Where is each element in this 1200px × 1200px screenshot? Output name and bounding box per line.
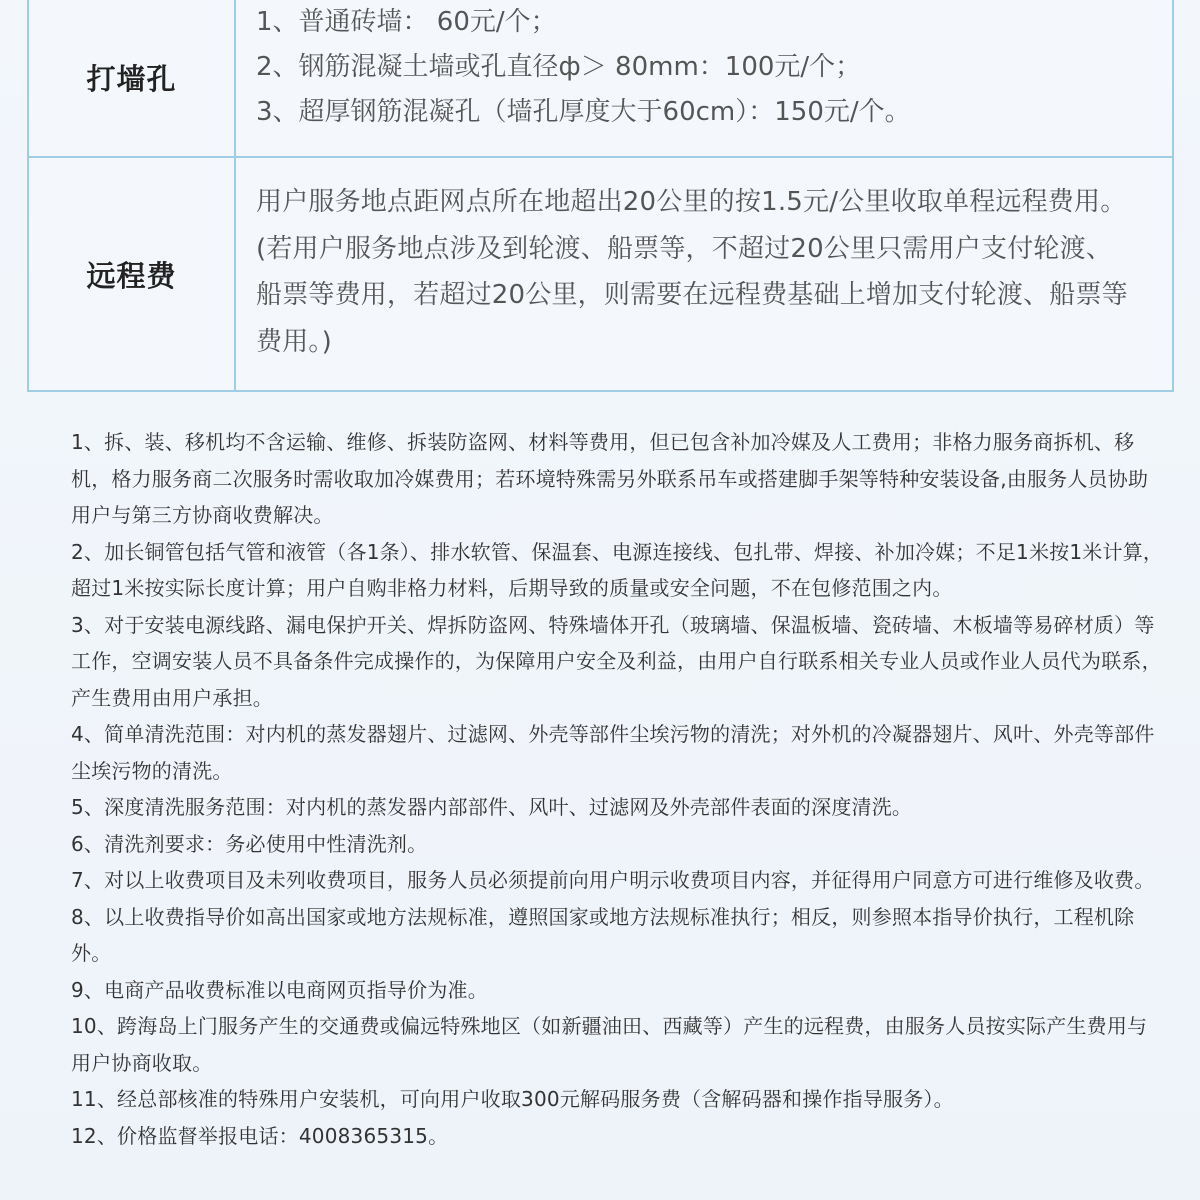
note-item: 8、以上收费指导价如高出国家或地方法规标准，遵照国家或地方法规标准执行；相反，则参照本指导价执行，工程机除外。 (71, 904, 1135, 965)
fee-name-wall-hole: 打墙孔 (29, 0, 236, 156)
fee-line: 2、钢筋混凝土墙或孔直径ф＞ 80mm：100元/个； (256, 52, 862, 82)
fee-line: 1、普通砖墙： 60元/个； (256, 7, 557, 37)
note-item: 7、对以上收费项目及未列收费项目，服务人员必须提前向用户明示收费项目内容，并征得用户同意方可进行维修及收费。 (71, 868, 1155, 892)
note-item: 6、清洗剂要求：务必使用中性清洗剂。 (71, 831, 428, 856)
fee-row-wall-hole (29, 0, 1172, 158)
fee-row-remote (29, 158, 1172, 390)
fee-line: 3、超厚钢筋混凝孔（墙孔厚度大于60cm）：150元/个。 (256, 97, 911, 127)
fee-table (27, 0, 1174, 392)
note-item: 2、加长铜管包括气管和液管（各1条）、排水软管、保温套、电源连接线、包扎带、焊接、补加冷媒；不足1米按1米计算，超过1米按实际长度计算；用户自购非格力材料，后期导致的质量或安全问题，不在包修范围之内。 (71, 539, 1164, 600)
note-item: 9、电商产品收费标准以电商网页指导价为准。 (71, 977, 488, 1002)
note-item: 1、拆、装、移机均不含运输、维修、拆装防盗网、材料等费用，但已包含补加冷媒及人工费用；非格力服务商拆机、移机，格力服务商二次服务时需收取加冷媒费用；若环境特殊需另外联系吊车或搭建脚手架等特种安装设备,由服务人员协助用户与第三方协商收费解决。 (71, 430, 1149, 527)
fee-name-remote: 远程费 (29, 158, 236, 390)
note-item: 11、经总部核准的特殊用户安装机，可向用户收取300元解码服务费（含解码器和操作指导服务）。 (71, 1087, 954, 1111)
fee-desc-remote: 用户服务地点距网点所在地超出20公里的按1.5元/公里收取单程远程费用。(若用户服务地点涉及到轮渡、船票等，不超过20公里只需用户支付轮渡、船票等费用，若超过20公里，则需要在远程费基础上增加支付轮渡、船票等费用。) (256, 187, 1128, 357)
fee-desc-wall-hole (236, 0, 1172, 156)
note-item: 3、对于安装电源线路、漏电保护开关、焊拆防盗网、特殊墙体开孔（玻璃墙、保温板墙、瓷砖墙、木板墙等易碎材质）等工作，空调安装人员不具备条件完成操作的，为保障用户安全及利益，由用户自行联系相关专业人员或作业人员代为联系，产生费用由用户承担。 (71, 612, 1162, 710)
note-item: 4、简单清洗范围：对内机的蒸发器翅片、过滤网、外壳等部件尘埃污物的清洗；对外机的冷凝器翅片、风叶、外壳等部件尘埃污物的清洗。 (71, 722, 1155, 783)
notes-list (71, 424, 1166, 1154)
note-item: 10、跨海岛上门服务产生的交通费或偏远特殊地区（如新疆油田、西藏等）产生的远程费，由服务人员按实际产生费用与用户协商收取。 (71, 1014, 1148, 1075)
note-item: 5、深度清洗服务范围：对内机的蒸发器内部部件、风叶、过滤网及外壳部件表面的深度清洗。 (71, 795, 913, 819)
note-item: 12、价格监督举报电话：4008365315。 (71, 1123, 449, 1148)
